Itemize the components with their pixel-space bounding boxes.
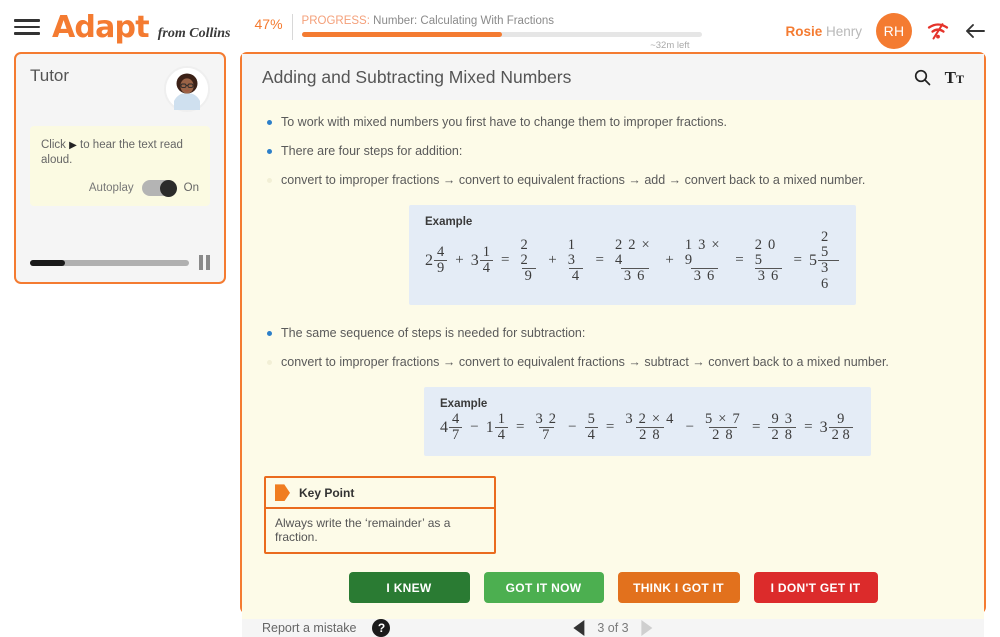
numerator: 2 2 × 4 [615,236,651,268]
example-label: Example [425,216,473,228]
list-item: There are four steps for addition: [264,143,962,160]
progress-label-text: Number: Calculating With Fractions [369,15,554,27]
pager [573,620,652,636]
prev-page-icon[interactable] [573,620,584,636]
audio-progress-fill [30,260,65,266]
numerator: 2 0 5 [754,236,777,268]
denominator: 9 [522,268,536,284]
whole-part: 1 [485,418,494,436]
fraction [829,412,853,443]
whole-part: 3 [819,418,828,436]
denominator: 7 [539,427,553,443]
answer-button[interactable]: I KNEW [349,572,470,603]
denominator: 3 6 [691,268,719,284]
denominator: 4 [480,260,493,276]
audio-scrubber[interactable] [30,260,189,266]
math-operator: = [751,419,761,436]
progress-percent: 47% [254,16,283,32]
numerator: 1 3 × 9 [684,236,721,268]
user-first-name: Rosie [785,23,823,39]
math-operator: = [735,252,744,269]
mixed-number [440,412,463,443]
math-operator: − [685,419,695,436]
fraction [532,412,560,443]
next-page-icon[interactable] [642,620,653,636]
numerator: 9 [837,410,845,427]
whole-part: 4 [440,418,448,436]
equation-addition [425,230,840,292]
app-header [0,0,1000,52]
numerator: 4 [452,410,460,427]
brand-logo [52,10,231,45]
fraction [702,412,744,443]
list-item: convert to improper fractions → convert to equivalent fractions → add → convert back to a mixed number. [264,172,962,189]
denominator: 7 [449,427,462,443]
numerator: 1 3 [567,236,577,268]
audio-player [30,243,210,270]
fraction [682,238,727,285]
denominator: 2 8 [829,427,853,443]
progress-bar-fill [302,32,502,37]
numerator: 5 [587,410,595,427]
header-right-controls [785,13,986,49]
fraction [495,412,508,443]
denominator: 4 [495,427,508,443]
denominator: 9 [434,260,447,276]
answer-button[interactable]: THINK I GOT IT [618,572,740,603]
report-mistake-link[interactable]: Report a mistake [262,621,357,636]
fraction [622,412,677,443]
key-point-box [264,476,496,554]
denominator: 2 8 [768,427,796,443]
mixed-number [486,412,509,443]
progress-section [255,14,702,51]
key-point-body: Always write the ‘remainder’ as a fraction. [275,516,451,545]
list-item: The same sequence of steps is needed for subtraction: [264,325,962,342]
fraction [434,245,447,276]
fraction [612,238,657,285]
fraction [449,412,462,443]
page-title: Adding and Subtracting Mixed Numbers [262,67,572,87]
whole-part: 3 [470,251,479,269]
mixed-number [820,412,854,443]
user-name [785,24,862,39]
logo-text: Adapt [52,10,149,45]
main-stage [0,52,1000,636]
equation-subtraction [440,412,855,443]
autoplay-toggle[interactable] [142,180,176,196]
lesson-panel [240,52,986,636]
math-operator: + [455,252,464,269]
user-last-name: Henry [822,23,862,39]
denominator: 4 [585,427,598,443]
key-point-title: Key Point [299,485,355,500]
example-label: Example [440,397,488,410]
divider [292,14,293,40]
answer-button[interactable]: GOT IT NOW [484,572,604,603]
time-remaining: ~32m left [650,40,690,51]
denominator: 3 6 [818,260,839,291]
math-operator: = [500,252,510,269]
lesson-footer [242,619,984,637]
math-operator: = [804,419,813,436]
whole-part: 2 [425,251,433,269]
fraction [585,412,598,443]
numerator: 3 2 × 4 [625,410,675,427]
autoplay-label: Autoplay [88,182,134,194]
play-icon: ▶ [69,140,77,151]
numerator: 9 3 [771,410,794,427]
numerator: 2 5 [820,229,830,261]
fraction [818,230,839,292]
mixed-number [425,245,448,276]
tutor-hint-text [41,138,199,168]
progress-bar [302,32,702,37]
hint-pre: Click [41,139,70,151]
bullet-list-subtraction [264,325,962,383]
bullet-list-addition [264,114,962,201]
toggle-knob [160,180,177,197]
tutor-title: Tutor [30,66,70,85]
numerator: 1 [482,244,490,261]
text-size-icon[interactable]: TT [944,67,964,87]
list-item: To work with mixed numbers you first have to change them to improper fractions. [264,114,962,131]
math-operator: = [793,252,802,269]
answer-buttons [264,554,962,619]
numerator: 5 × 7 [705,410,741,427]
mixed-number [809,230,840,292]
fraction [768,412,796,443]
answer-button[interactable]: I DON'T GET IT [754,572,878,603]
math-operator: + [665,252,674,269]
fraction [480,245,493,276]
denominator: 2 8 [709,427,737,443]
search-icon[interactable] [914,69,931,86]
lesson-header [242,54,984,100]
example-box-addition [409,205,856,305]
key-point-flag-icon [275,484,290,501]
denominator: 3 6 [755,268,783,284]
whole-part: 5 [808,251,817,269]
math-operator: − [470,419,479,436]
logo-subtitle: from Collins [157,26,231,41]
wifi-off-icon[interactable] [926,21,950,41]
fraction [517,238,540,285]
back-arrow-icon[interactable] [964,22,986,40]
help-icon[interactable]: ? [372,619,390,637]
list-item: convert to improper fractions → convert to equivalent fractions → subtract → convert back to a mixed number. [264,354,962,371]
hint-post: to hear the text read aloud. [41,139,183,166]
progress-label [302,14,702,28]
math-operator: = [595,252,604,269]
tutor-hint-box [30,126,210,206]
hamburger-icon[interactable] [14,16,40,38]
denominator: 4 [569,268,583,284]
tutor-panel [14,52,226,284]
numerator: 1 [497,410,505,427]
example-box-subtraction [424,387,871,456]
lesson-content [242,100,984,619]
numerator: 2 2 [520,236,529,268]
mixed-number [471,245,494,276]
numerator: 4 [437,244,445,261]
math-operator: + [548,252,557,269]
tutor-avatar [164,66,210,112]
autoplay-state: On [183,182,199,194]
progress-label-prefix: PROGRESS: [301,15,370,27]
fraction [752,238,786,285]
pause-icon[interactable] [199,255,210,270]
math-operator: = [605,419,615,436]
math-operator: = [515,419,525,436]
denominator: 3 6 [621,268,649,284]
numerator: 3 2 [535,410,558,427]
avatar[interactable]: RH [876,13,912,49]
math-operator: − [568,419,577,436]
denominator: 2 8 [636,427,664,443]
page-indicator: 3 of 3 [597,621,629,636]
fraction [565,238,588,285]
